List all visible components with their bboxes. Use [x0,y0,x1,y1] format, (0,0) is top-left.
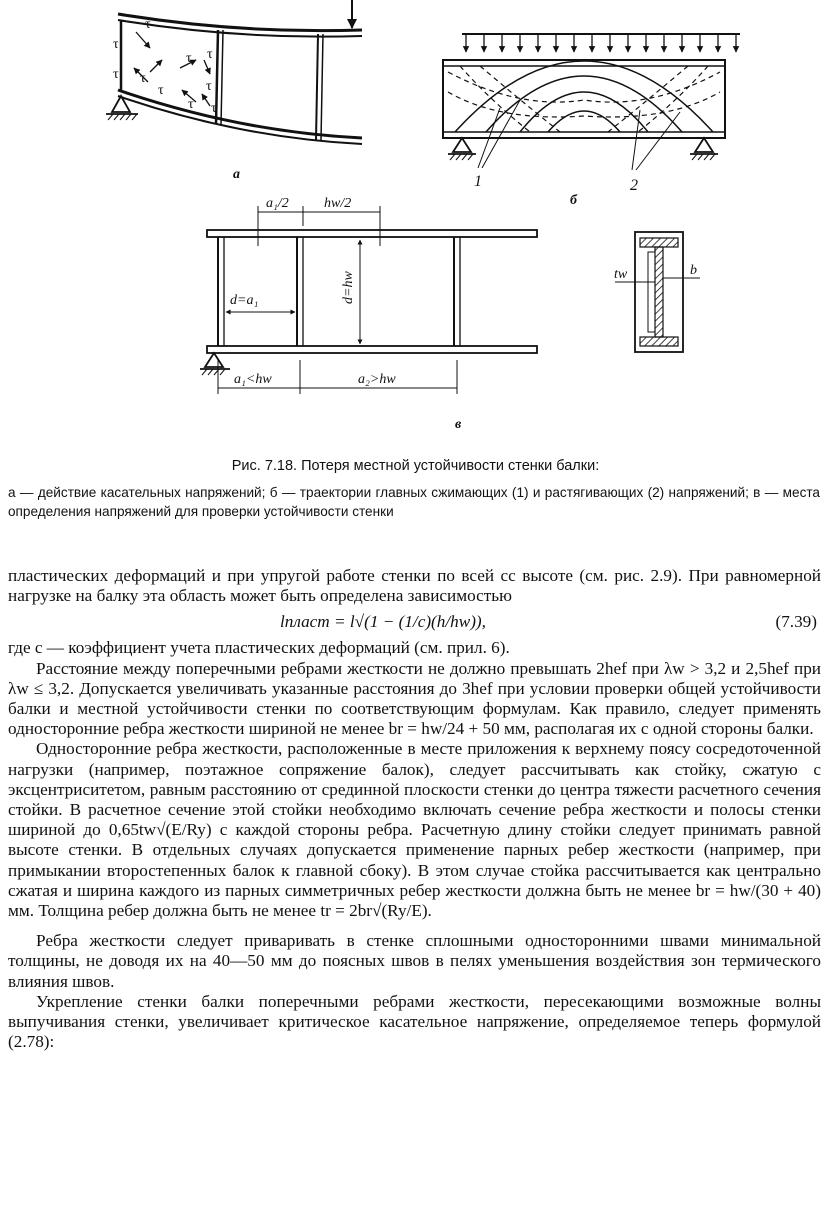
tau-label: τ [140,71,146,86]
body-text [8,566,821,1052]
trajectory-1-label: 1 [474,173,482,190]
equation-7-39: lпласт = l√(1 − (1/c)(h/hw)), [280,612,486,632]
tau-label: τ [206,79,212,94]
tau-label: τ [188,97,194,112]
tau-label: τ [145,17,151,32]
equation-number: (7.39) [775,612,817,632]
cross-section [615,232,700,352]
figure-caption-legend: а — действие касательных напряжений; б — траектории главных сжимающих (1) и растягивающих (2) напряжений; в — места определения напряжений для проверки устойчивости стенки [8,485,820,519]
dim-hw-half: hw/2 [324,196,352,211]
equation-row [8,608,821,638]
tau-label: τ [211,101,217,116]
paragraph-3: Расстояние между поперечными ребрами жесткости не должно превышать 2hef при λw > 3,2 и 2,5hef при λw ≤ 3,2. Допускается увеличивать указанные расстояния до 3hef при условии проверки общей устойчивости балки и местной устойчивости стенки по соответствующим формулам. Как правило, следует применять односторонние ребра жесткости шириной не менее br = hw/24 + 50 мм, располагая их с одной стороны балки. [8,658,821,739]
tau-label: τ [207,47,213,62]
tau-label: τ [186,51,192,66]
trajectory-2-label: 2 [630,177,638,194]
figure-caption-title: Рис. 7.18. Потеря местной устойчивости стенки балки: [231,458,600,474]
tau-label: τ [113,67,119,82]
subfigure-b-letter: б [570,193,577,208]
dim-d-a1: d=a₁ [230,293,259,308]
paragraph-5: Ребра жесткости следует приваривать в стенке сплошными односторонними швами минимальной толщины, не доводя их на 40—50 мм до поясных швов в пелях уменьшения воздействия зон термического влияния швов. [8,931,821,991]
label-tw: tw [614,267,628,282]
subfigure-v-letter: в [455,417,462,432]
paragraph-6: Укрепление стенки балки поперечными ребрами жесткости, пересекающими возможные волны выпучивания стенки, увеличивает критическое касательное напряжение, определяемое теперь формулой (2.78): [8,991,821,1052]
tau-label: τ [113,37,119,52]
subfigure-v-labels [230,196,462,432]
paragraph-2: где с — коэффициент учета пластических деформаций (см. прил. 6). [8,638,510,658]
label-b: b [690,263,697,278]
dim-a1-lt-hw: a₁<hw [234,372,272,387]
figure-7-18 [0,0,831,456]
paragraph-1: пластических деформаций и при упругой работе стенки по всей сс высоте (см. рис. 2.9). При равномерной нагрузке на балку эта область может быть определена зависимостью [8,566,821,606]
subfigure-b [443,34,740,170]
dim-a1-half: a₁/2 [266,196,289,211]
tau-label: τ [158,83,164,98]
paragraph-4: Односторонние ребра жесткости, расположенные в месте приложения к верхнему поясу сосредоточенной нагрузки (например, поэтажное сопряжение балок), следует рассчитывать как стойку, сжатую с эксцентриситетом, равным расстоянию от срединной плоскости стенки до центра тяжести расчетного сечения стойки. В расчетное сечение этой стойки необходимо включать сечение ребра жесткости и полосы стенки шириной до 0,65tw√(E/Ry) с каждой стороны ребра. Расчетную длину стойки следует принимать равной высоте стенки. В отдельных случаях допускается применение парных ребер жесткости (например, при примыкании второстепенных балок к главной сбоку). В этом случае стойка рассчитывается как центрально сжатая и ширина каждого из парных симметричных ребер жесткости должна быть не менее br = hw/(30 + 40) мм. Толщина ребер должна быть не менее tr = 2br√(Ry/E). [8,739,821,921]
dim-d-hw: d=hw [341,271,356,304]
subfigure-b-labels [474,173,638,208]
dim-a2-gt-hw: a₂>hw [358,372,396,387]
subfigure-a-letter: а [233,167,240,182]
